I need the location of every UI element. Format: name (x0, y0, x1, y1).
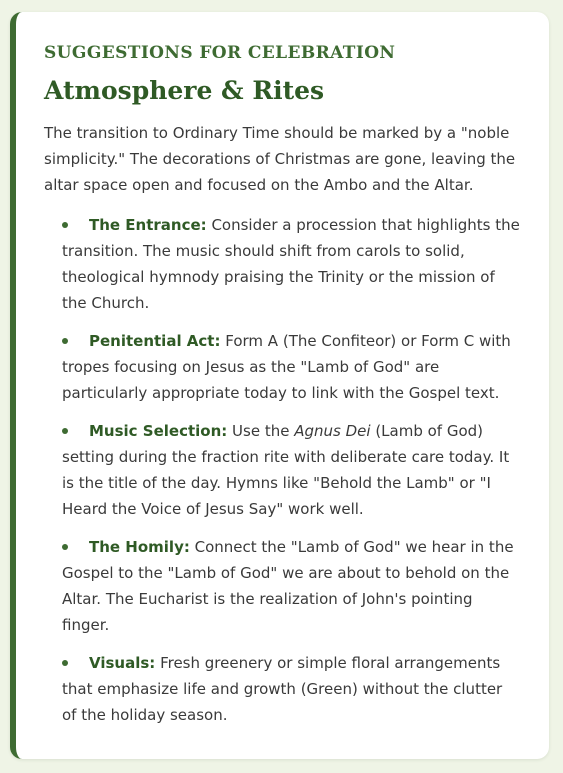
intro-paragraph: The transition to Ordinary Time should be marked by a "noble simplicity." The decorations of Christmas are gone, leaving the altar space open and focused on the Ambo and the Altar. (44, 124, 516, 194)
item-lead: Music Selection: (89, 422, 228, 440)
list-item-music-selection (62, 418, 521, 522)
list-item-penitential-act (62, 328, 521, 406)
bullet-icon (62, 660, 68, 666)
bullet-icon (62, 544, 68, 550)
section-eyebrow: SUGGESTIONS FOR CELEBRATION (44, 43, 396, 63)
list-item-visuals (62, 650, 521, 728)
suggestions-list (44, 212, 521, 728)
item-text: Consider a procession that highlights the transition. The music should shift from carols to solid, theological hymnody praising the Trinity or the mission of the Church. (62, 216, 520, 312)
celebration-card (10, 12, 549, 759)
item-lead: Visuals: (89, 654, 156, 672)
bullet-icon (62, 338, 68, 344)
item-emphasis: Agnus Dei (294, 422, 371, 440)
item-lead: Penitential Act: (89, 332, 221, 350)
section-title: Atmosphere & Rites (44, 76, 325, 105)
item-text: Fresh greenery or simple floral arrangements that emphasize life and growth (Green) without the clutter of the holiday season. (62, 654, 503, 724)
item-lead: The Homily: (89, 538, 190, 556)
item-text: Connect the "Lamb of God" we hear in the Gospel to the "Lamb of God" we are about to behold on the Altar. The Eucharist is the realization of John's pointing finger. (62, 538, 514, 634)
bullet-icon (62, 428, 68, 434)
item-lead: The Entrance: (89, 216, 207, 234)
item-text: Form A (The Confiteor) or Form C with tropes focusing on Jesus as the "Lamb of God" are particularly appropriate today to link with the Gospel text. (62, 332, 511, 402)
item-text: (Lamb of God) setting during the fraction rite with deliberate care today. It is the title of the day. Hymns like "Behold the Lamb" or "I Heard the Voice of Jesus Say" work well. (62, 422, 510, 518)
bullet-icon (62, 222, 68, 228)
list-item-entrance (62, 212, 521, 316)
item-text-pre: Use the (227, 422, 295, 440)
list-item-homily (62, 534, 521, 638)
